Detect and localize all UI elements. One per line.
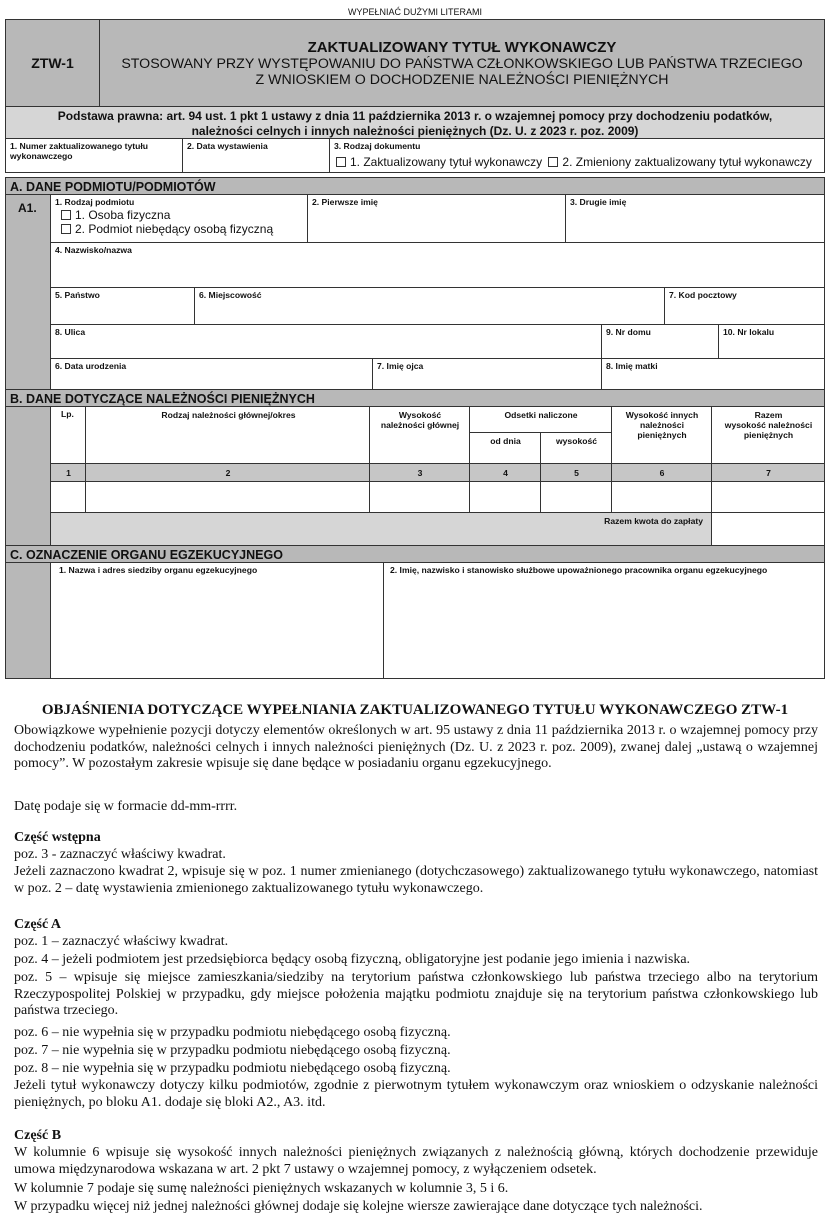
option-changed-updated-title: 2. Zmieniony zaktualizowany tytuł wykonawczy xyxy=(562,155,812,169)
part-a-item-7: Jeżeli tytuł wykonawczy dotyczy kilku podmiotów, zgodnie z pierwotnym tytułem wykonawczym oraz wnioskiem o odzyskanie należności pieniężnych, po bloku A1. dodaje się bloki A2., A3. itd. xyxy=(14,1078,818,1110)
field-birth-date[interactable] xyxy=(50,358,373,390)
part-a-item-1: poz. 1 – zaznaczyć właściwy kwadrat. xyxy=(14,934,229,949)
field-house-number[interactable] xyxy=(601,324,719,359)
col-header-interest-text: Odsetki naliczone xyxy=(504,410,578,420)
field-street[interactable] xyxy=(50,324,602,359)
section-a-sidebar xyxy=(5,194,51,390)
fill-instruction: WYPEŁNIAĆ DUŻYMI LITERAMI xyxy=(347,7,482,17)
part-a-item-2: poz. 4 – jeżeli podmiotem jest przedsiębiorca będący osobą fizyczną, obligatoryjne jest podanie jego imienia i nazwiska. xyxy=(14,952,691,967)
part-b-item-3: W przypadku więcej niż jednej należności głównej dodaje się kolejne wiersze zawierające dane dotyczące tych należności. xyxy=(14,1199,703,1214)
field-authority-name-address-label: 1. Nazwa i adres siedziby organu egzekucyjnego xyxy=(59,565,258,575)
col-header-type-text: Rodzaj należności głównej/okres xyxy=(161,410,296,420)
field-title-number[interactable] xyxy=(5,138,183,173)
cell-grand-total[interactable] xyxy=(711,512,825,546)
field-second-name-label: 3. Drugie imię xyxy=(570,197,627,207)
explanations-date-format: Datę podaje się w formacie dd-mm-rrrr. xyxy=(14,799,238,814)
legal-basis-line-2: należności celnych i innych należności pieniężnych (Dz. U. z 2023 r. poz. 2009) xyxy=(191,124,639,138)
cell-interest-amount[interactable] xyxy=(540,481,612,513)
part-b-item-2: W kolumnie 7 podaje się sumę należności pieniężnych wskazanych w kolumnie 3, 5 i 6. xyxy=(14,1181,509,1196)
col-number-3-text: 3 xyxy=(417,468,423,478)
field-father-name[interactable] xyxy=(372,358,602,390)
part-a-heading: Część A xyxy=(14,917,62,932)
field-authority-name-address[interactable] xyxy=(50,562,384,679)
field-issue-date-label: 2. Data wystawienia xyxy=(187,141,268,151)
field-birth-date-label: 6. Data urodzenia xyxy=(55,361,127,371)
field-authorized-employee-label: 2. Imię, nazwisko i stanowisko służbowe upoważnionego pracownika organu egzekucyjnego xyxy=(390,565,768,575)
cell-principal-amount[interactable] xyxy=(369,481,470,513)
col-number-3 xyxy=(369,463,470,482)
part-a-item-3: poz. 5 – wpisuje się miejsce zamieszkania/siedziby na terytorium państwa członkowskiego lub państwa trzeciego albo na terytorium Rzeczypospolitej Polskiej w przypadku, gdy miejsce położenia majątku podmiotu znajduje się na terytorium państwa członkowskiego lub państwa trzeciego. xyxy=(14,970,818,1018)
part-b-item-1: W kolumnie 6 wpisuje się wysokość innych należności pieniężnych związanych z należnością główną, których dochodzenie przewiduje umowa międzynarodowa wskazana w art. 2 pkt 7 ustawy o wzajemnej pomocy, z wyłączeniem odsetek. xyxy=(14,1145,818,1177)
col-header-interest-amount-text: wysokość xyxy=(555,436,598,446)
col-number-7 xyxy=(711,463,825,482)
part-intro-heading: Część wstępna xyxy=(14,830,101,845)
explanations-title: OBJAŚNIENIA DOTYCZĄCE WYPEŁNIANIA ZAKTUALIZOWANEGO TYTUŁU WYKONAWCZEGO ZTW-1 xyxy=(41,702,789,718)
form-code xyxy=(5,19,100,107)
field-country-label: 5. Państwo xyxy=(55,290,100,300)
col-header-lp-text: Lp. xyxy=(61,409,74,419)
field-mother-name-label: 8. Imię matki xyxy=(606,361,658,371)
col-header-total-line3: pieniężnych xyxy=(743,430,794,440)
section-c-header: C. OZNACZENIE ORGANU EGZEKUCYJNEGO xyxy=(5,545,825,563)
total-label: Razem kwota do zapłaty xyxy=(604,516,703,526)
col-header-from-date xyxy=(469,432,541,464)
col-header-total xyxy=(711,406,825,464)
col-number-1 xyxy=(50,463,86,482)
checkbox-updated-title[interactable] xyxy=(336,157,346,167)
field-house-number-label: 9. Nr domu xyxy=(606,327,651,337)
col-header-other-line1: Wysokość innych xyxy=(625,410,699,420)
section-b-sidebar xyxy=(5,406,51,546)
explanations-intro: Obowiązkowe wypełnienie pozycji dotyczy elementów określonych w art. 95 ustawy z dnia 11 października 2013 r. o wzajemnej pomocy przy dochodzeniu podatków, należności celnych i innych należności pieniężnych (Dz. U. z 2023 r. poz. 2009), zwanej dalej „ustawą o wzajemnej pomocy”. W pozostałym zakresie wpisuje się dane będące w posiadaniu organu egzekucyjnego. xyxy=(14,723,818,771)
field-city[interactable] xyxy=(194,287,665,325)
legal-basis xyxy=(5,106,825,139)
field-first-name[interactable] xyxy=(307,194,566,243)
col-header-lp xyxy=(50,406,86,464)
field-father-name-label: 7. Imię ojca xyxy=(377,361,424,371)
part-intro-item-2: Jeżeli zaznaczono kwadrat 2, wpisuje się w poz. 1 numer zmienianego (dotychczasowego) zaktualizowanego tytułu wykonawczego, natomiast w poz. 2 – datę wystawienia zmienionego zaktualizowanego tytułu wykonawczego. xyxy=(14,864,818,896)
col-header-other xyxy=(611,406,712,464)
option-updated-title: 1. Zaktualizowany tytuł wykonawczy xyxy=(350,155,543,169)
field-apartment-number-label: 10. Nr lokalu xyxy=(723,327,775,337)
option-natural-person: 1. Osoba fizyczna xyxy=(75,208,171,222)
checkbox-natural-person[interactable] xyxy=(61,210,71,220)
col-header-total-line2: wysokość należności xyxy=(724,420,813,430)
col-header-principal-line1: Wysokość xyxy=(398,410,442,420)
field-issue-date[interactable] xyxy=(182,138,330,173)
field-postal-code-label: 7. Kod pocztowy xyxy=(669,290,737,300)
field-document-type-label: 3. Rodzaj dokumentu xyxy=(334,141,421,151)
col-number-6 xyxy=(611,463,712,482)
col-header-interest-amount xyxy=(540,432,612,464)
section-a-header: A. DANE PODMIOTU/PODMIOTÓW xyxy=(5,177,825,195)
field-apartment-number[interactable] xyxy=(718,324,825,359)
checkbox-non-natural-person[interactable] xyxy=(61,224,71,234)
part-intro-item-1: poz. 3 - zaznaczyć właściwy kwadrat. xyxy=(14,847,226,862)
col-header-principal xyxy=(369,406,470,464)
option-non-natural-person: 2. Podmiot niebędący osobą fizyczną xyxy=(75,222,274,236)
field-title-number-label: 1. Numer zaktualizowanego tytułu wykonawczego xyxy=(10,141,148,161)
part-a-item-5: poz. 7 – nie wypełnia się w przypadku podmiotu niebędącego osobą fizyczną. xyxy=(14,1043,451,1058)
section-b-header: B. DANE DOTYCZĄCE NALEŻNOŚCI PIENIĘŻNYCH xyxy=(5,389,825,407)
field-street-label: 8. Ulica xyxy=(55,327,86,337)
field-surname[interactable] xyxy=(50,242,825,288)
col-number-4-text: 4 xyxy=(503,468,508,478)
col-header-interest xyxy=(469,406,612,433)
legal-basis-line-1: Podstawa prawna: art. 94 ust. 1 pkt 1 ustawy z dnia 11 października 2013 r. o wzajemnej pomocy przy dochodzeniu podatków, xyxy=(57,109,773,123)
field-entity-type xyxy=(50,194,308,243)
cell-receivable-type[interactable] xyxy=(85,481,370,513)
total-label-cell xyxy=(50,512,712,546)
field-city-label: 6. Miejscowość xyxy=(199,290,262,300)
field-postal-code[interactable] xyxy=(664,287,825,325)
cell-lp[interactable] xyxy=(50,481,86,513)
col-header-principal-line2: należności głównej xyxy=(380,420,460,430)
col-number-5-text: 5 xyxy=(574,468,579,478)
col-header-total-line1: Razem xyxy=(754,410,783,420)
field-entity-type-label: 1. Rodzaj podmiotu xyxy=(55,197,135,207)
field-first-name-label: 2. Pierwsze imię xyxy=(312,197,378,207)
form-subtitle-2: Z WNIOSKIEM O DOCHODZENIE NALEŻNOŚCI PIENIĘŻNYCH xyxy=(255,72,669,88)
col-number-7-text: 7 xyxy=(766,468,771,478)
field-document-type xyxy=(329,138,825,173)
col-header-other-line3: pieniężnych xyxy=(637,430,687,440)
part-b-heading: Część B xyxy=(14,1128,62,1143)
block-a1-label: A1. xyxy=(18,201,37,215)
form-title: ZAKTUALIZOWANY TYTUŁ WYKONAWCZY xyxy=(307,39,617,56)
col-number-4 xyxy=(469,463,541,482)
field-authorized-employee[interactable] xyxy=(383,562,825,679)
section-c-sidebar xyxy=(5,562,51,679)
part-a-item-4: poz. 6 – nie wypełnia się w przypadku podmiotu niebędącego osobą fizyczną. xyxy=(14,1025,451,1040)
field-mother-name[interactable] xyxy=(601,358,825,390)
form-title-block xyxy=(99,19,825,107)
field-surname-label: 4. Nazwisko/nazwa xyxy=(55,245,132,255)
col-number-2 xyxy=(85,463,370,482)
cell-total-amount[interactable] xyxy=(711,481,825,513)
cell-other-amount[interactable] xyxy=(611,481,712,513)
field-second-name[interactable] xyxy=(565,194,825,243)
field-country[interactable] xyxy=(50,287,195,325)
col-header-type xyxy=(85,406,370,464)
col-number-5 xyxy=(540,463,612,482)
cell-interest-from-date[interactable] xyxy=(469,481,541,513)
col-number-2-text: 2 xyxy=(225,468,231,478)
col-header-from-date-text: od dnia xyxy=(490,436,521,446)
part-a-item-6: poz. 8 – nie wypełnia się w przypadku podmiotu niebędącego osobą fizyczną. xyxy=(14,1061,451,1076)
col-number-1-text: 1 xyxy=(66,468,71,478)
form-code-text: ZTW-1 xyxy=(31,55,74,71)
col-header-other-line2: należności xyxy=(640,420,684,430)
checkbox-changed-updated-title[interactable] xyxy=(548,157,558,167)
col-number-6-text: 6 xyxy=(659,468,665,478)
form-subtitle-1: STOSOWANY PRZY WYSTĘPOWANIU DO PAŃSTWA CZŁONKOWSKIEGO LUB PAŃSTWA TRZECIEGO xyxy=(121,56,803,72)
